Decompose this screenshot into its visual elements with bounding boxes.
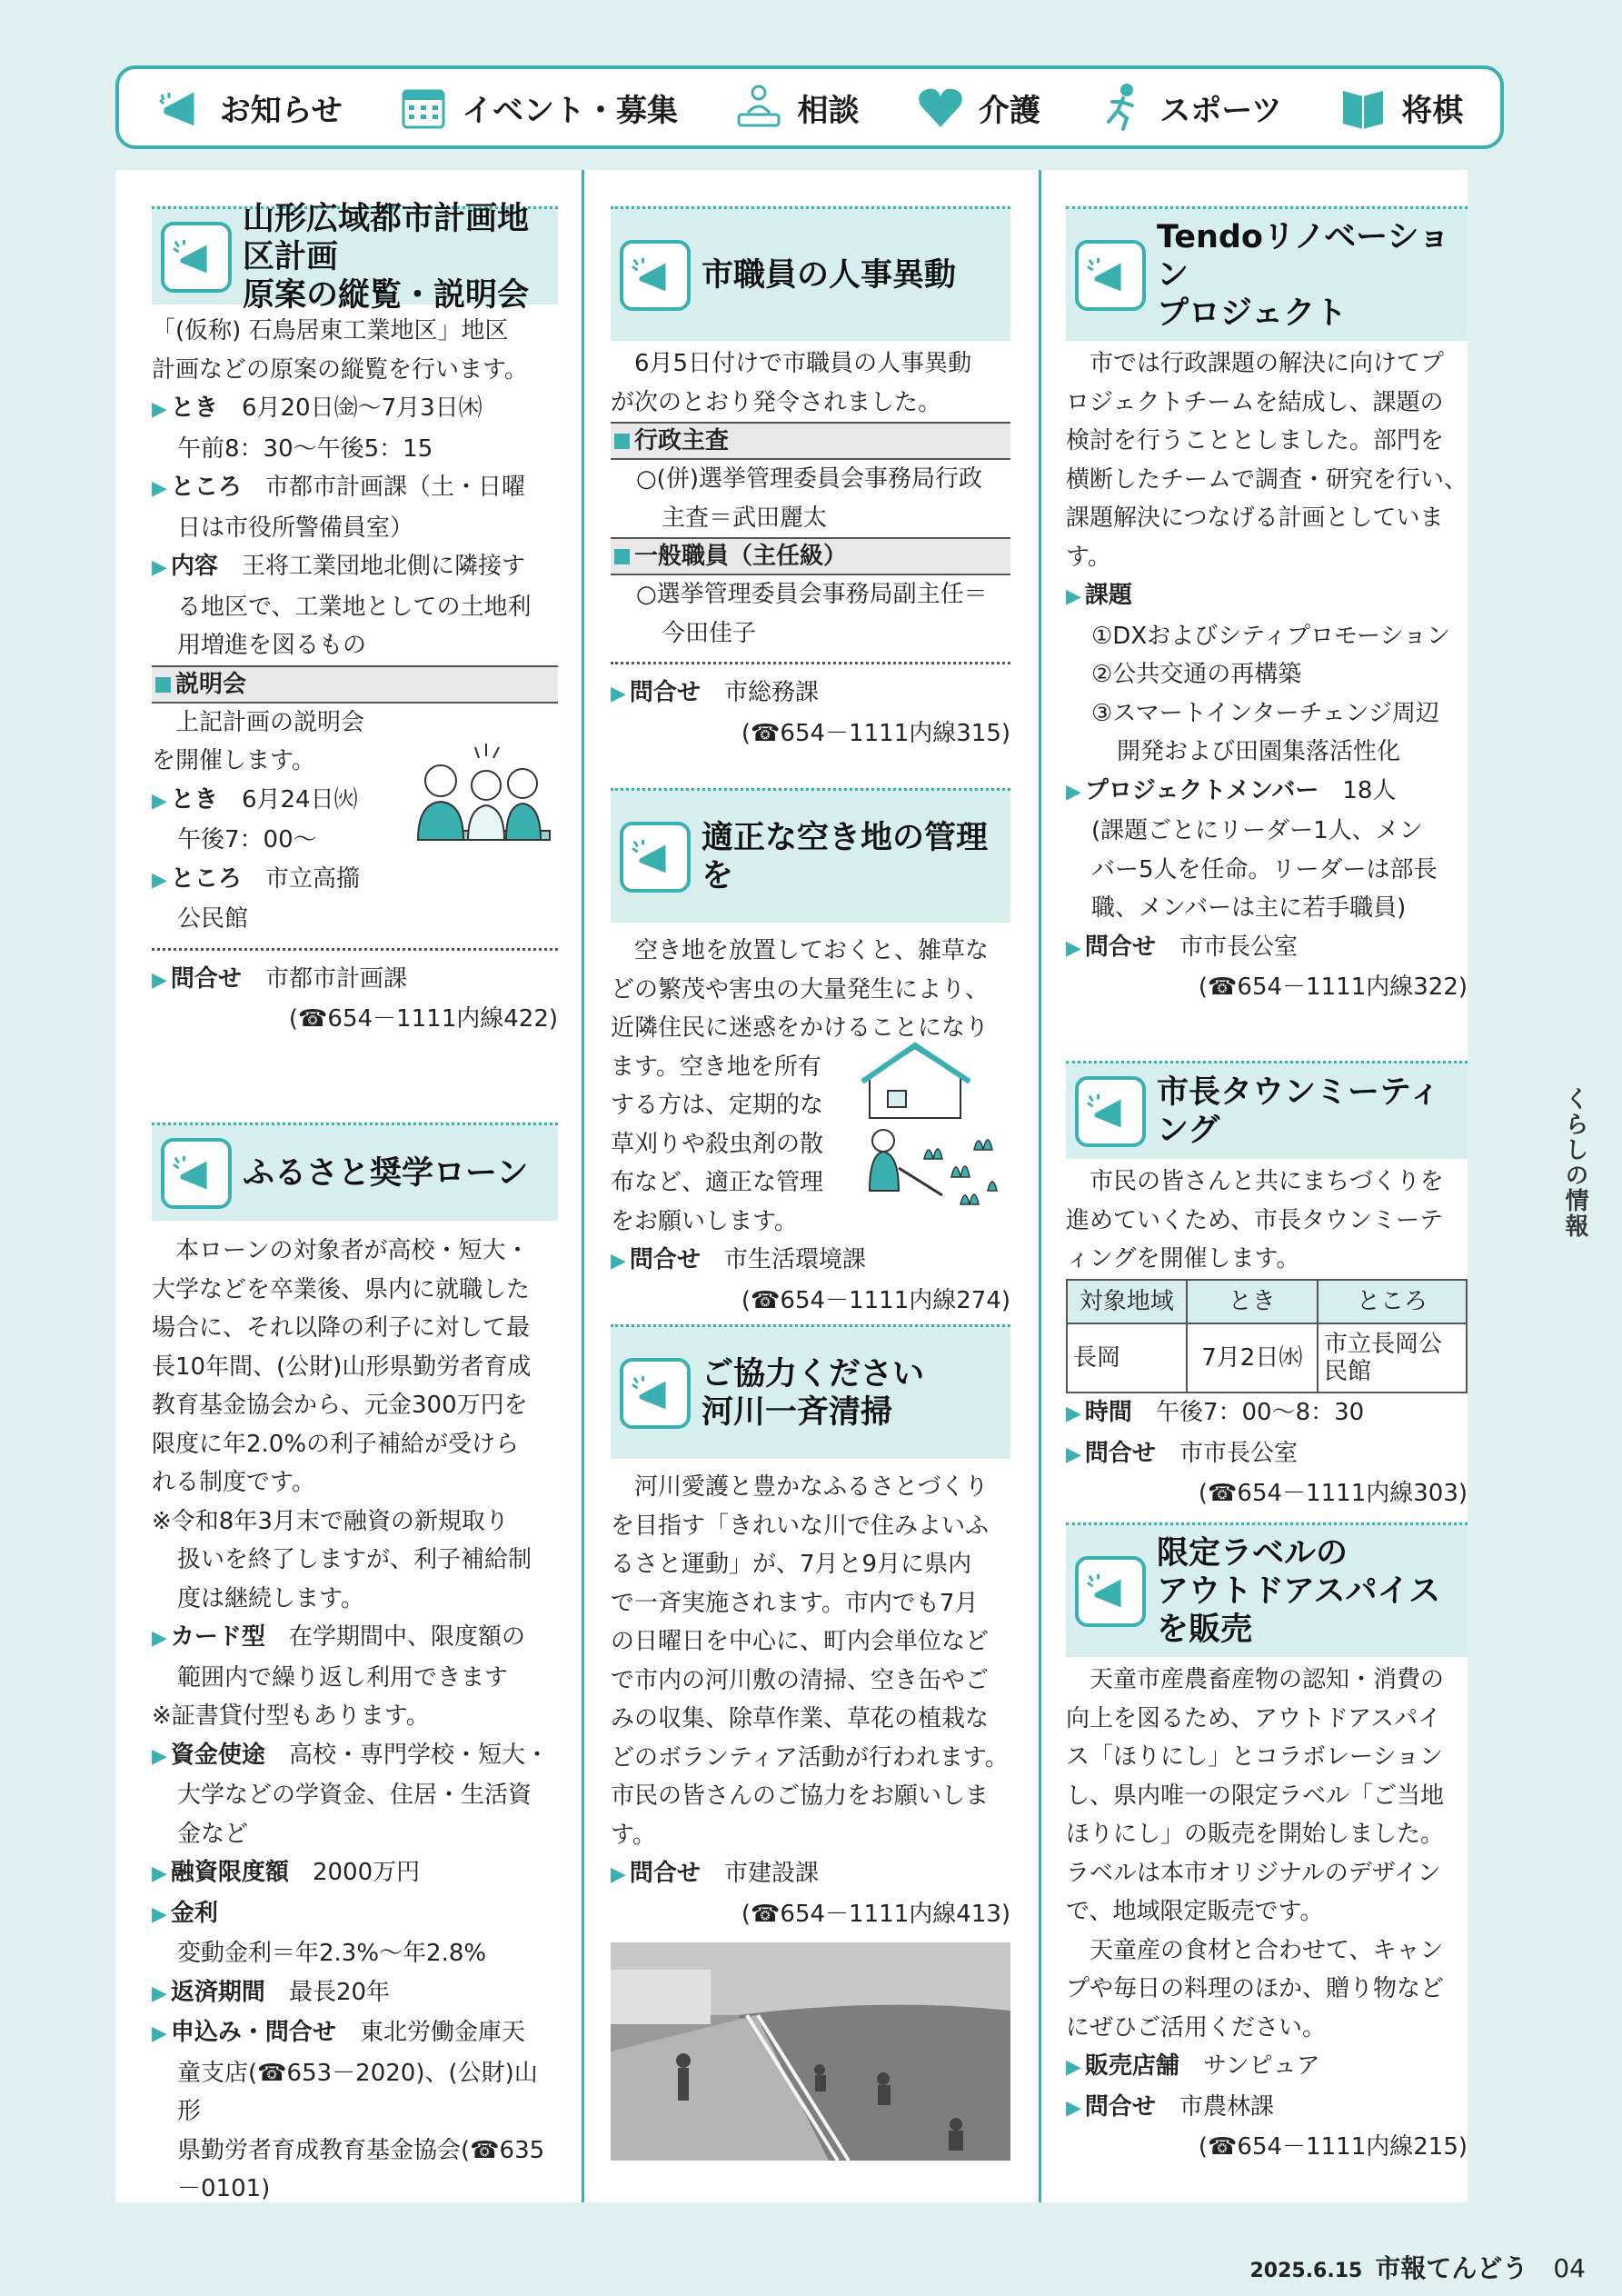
text-line: ○選挙管理委員会事務局副主任＝ [636, 581, 988, 608]
text-line: で一斉実施されます。市内でも7月 [611, 1589, 979, 1617]
arrow-icon: ▶ [152, 1902, 167, 1926]
value: 市都市計画課（土・日曜 [264, 474, 525, 501]
value: 県勤労者育成教育基金協会(☎635 [177, 2136, 545, 2164]
value: 公民館 [177, 905, 249, 933]
text-line: どの繁茂や害虫の大量発生により、 [611, 975, 990, 1003]
article-body [611, 344, 1010, 753]
label: 問合せ [629, 1860, 701, 1887]
article-body [611, 1468, 1010, 2161]
phone-number: (☎654－1111内線274) [741, 1286, 1010, 1314]
nav-label: お知らせ [219, 92, 343, 129]
issue-date: 2025.6.15 [1249, 2260, 1363, 2282]
arrow-icon: ▶ [611, 683, 626, 705]
article-title: 限定ラベルの アウトドアスパイスを販売 [1157, 1534, 1441, 1648]
megaphone-icon [161, 222, 232, 293]
text-line: 空き地を放置しておくと、雑草な [634, 937, 990, 964]
label: ところ [170, 474, 242, 501]
label: 課題 [1084, 582, 1132, 609]
value: 東北労働金庫天 [359, 2019, 525, 2046]
value: 範囲内で繰り返し利用できます [177, 1663, 509, 1692]
value: 午前8：30〜午後5：15 [177, 434, 433, 463]
phone-number: (☎654－1111内線315) [741, 719, 1010, 747]
publication-name: 市報てんどう [1375, 2253, 1528, 2283]
value: 用増進を図るもの [177, 632, 367, 659]
text-line: 市民の皆さんと共にまちづくりを [1090, 1168, 1444, 1195]
text-line: 長10年間、(公財)山形県勤労者育成 [152, 1353, 532, 1381]
arrow-icon: ▶ [1066, 2096, 1081, 2120]
list-item: ②公共交通の再構築 [1091, 661, 1302, 688]
label: 資金使途 [170, 1741, 265, 1769]
value: 職、メンバーは主に若手職員) [1091, 894, 1407, 922]
nav-item-kaigo[interactable] [915, 82, 1040, 133]
arrow-icon: ▶ [152, 868, 167, 892]
text-line: 検討を行うこととしました。部門を [1066, 427, 1445, 454]
text-line: を目指す「きれいな川で住みよいふ [611, 1512, 990, 1540]
text-line: るさと運動」が、7月と9月に県内 [611, 1551, 972, 1578]
nav-item-soudan[interactable] [733, 82, 859, 133]
shogi-icon [1338, 82, 1388, 133]
text-line: 場合に、それ以降の利子に対して最 [152, 1314, 531, 1342]
article-header [152, 200, 558, 314]
article-body [1066, 344, 1468, 1007]
article-header [611, 1324, 1010, 1459]
text-line: どのボランティア活動が行われます。 [611, 1743, 1009, 1772]
arrow-icon: ▶ [152, 789, 167, 813]
label: 問合せ [1084, 1439, 1156, 1467]
value: 在学期間中、限度額の [288, 1623, 525, 1651]
value: 変動金利＝年2.3%〜年2.8% [177, 1940, 487, 1967]
phone-number: (☎654－1111内線322) [1198, 973, 1468, 1001]
value: 市市長公室 [1179, 933, 1298, 961]
page-number: 04 [1553, 2253, 1586, 2283]
article-town-meeting [1066, 1061, 1468, 1513]
label: とき [170, 394, 218, 422]
nav-label: 介護 [978, 92, 1040, 129]
label: 問合せ [1084, 933, 1156, 961]
calendar-icon [398, 82, 449, 133]
text-line: 向上を図るため、アウトドアスパイ [1066, 1704, 1442, 1732]
value: 大学などの学資金、住居・生活資 [177, 1782, 532, 1809]
text-line: 上記計画の説明会 [175, 708, 365, 736]
separator [152, 948, 558, 951]
value: 市生活環境課 [723, 1246, 866, 1273]
text-line: 布など、適正な管理 [611, 1169, 824, 1196]
content-panel [115, 170, 1468, 2202]
article-header [1066, 206, 1468, 341]
text-line: 近隣住民に迷惑をかけることになり [611, 1014, 990, 1042]
sub-heading: 説明会 [152, 665, 558, 704]
arrow-icon: ▶ [152, 1862, 167, 1885]
table-cell: 市立長岡公民館 [1318, 1323, 1467, 1393]
text-line: の日曜日を中心に、町内会単位など [611, 1628, 990, 1655]
megaphone-icon [161, 1138, 232, 1209]
table-cell: 7月2日㈬ [1187, 1323, 1318, 1393]
text-line: で市内の河川敷の清掃、空き缶やご [611, 1666, 990, 1694]
text-line: みの収集、除草作業、草花の植栽な [611, 1705, 990, 1732]
article-body [1066, 1163, 1468, 1513]
article-akichi [611, 788, 1010, 1320]
value: バー5人を任命。リーダーは部長 [1091, 855, 1438, 883]
text-line: ロジェクトチームを結成し、課題の [1066, 388, 1444, 416]
text-line: 6月5日付けで市職員の人事異動 [634, 350, 972, 377]
text-line: ス「ほりにし」とコラボレーション [1066, 1743, 1443, 1771]
text-line: ラベルは本市オリジナルのデザイン [1066, 1859, 1441, 1887]
article-header [1066, 1522, 1468, 1657]
megaphone-icon [620, 822, 691, 893]
sub-heading: 一般職員（主任級） [611, 537, 1010, 575]
article-header [611, 788, 1010, 923]
article-title: 市長タウンミーティング [1157, 1073, 1441, 1149]
value: 市建設課 [723, 1860, 819, 1887]
meeting-illustration [404, 740, 554, 858]
article-header [611, 206, 1010, 341]
arrow-icon: ▶ [152, 398, 167, 421]
arrow-icon: ▶ [152, 1744, 167, 1768]
text-line: し、県内唯一の限定ラベル「ご当地 [1066, 1782, 1445, 1810]
text-line: 課題解決につなげる計画としていま [1066, 504, 1444, 532]
text-line: 市民の皆さんのご協力をお願いしま [611, 1782, 990, 1810]
article-title: 山形広域都市計画地区計画 原案の縦覧・説明会 [243, 200, 530, 314]
text-line: を開催します。 [152, 747, 315, 774]
label: ところ [170, 864, 242, 893]
consultation-icon [733, 82, 784, 133]
value: 市立高擶 [264, 864, 360, 893]
text-line: 「(仮称) 石鳥居東工業地区」地区 [152, 317, 509, 344]
label: 問合せ [629, 1246, 701, 1273]
list-item: ③スマートインターチェンジ周辺 [1091, 699, 1440, 727]
text-line: ます。空き地を所有 [611, 1053, 821, 1081]
list-item: 開発および田園集落活性化 [1117, 738, 1401, 765]
phone-number: (☎654－1111内線413) [741, 1900, 1010, 1928]
table-row [1067, 1323, 1467, 1393]
nav-label: 将棋 [1401, 92, 1464, 129]
megaphone-icon [1075, 1076, 1146, 1147]
arrow-icon: ▶ [152, 1627, 167, 1650]
label: 問合せ [629, 679, 701, 706]
river-cleanup-photo [611, 1942, 1010, 2161]
text-line: をお願いします。 [611, 1207, 798, 1235]
text-line: 主査＝武田麗太 [662, 504, 828, 532]
article-title: ご協力ください 河川一斉清掃 [702, 1355, 925, 1431]
page-footer [1249, 2249, 1586, 2285]
value: 最長20年 [288, 1978, 391, 2006]
label: 問合せ [1084, 2092, 1156, 2121]
category-nav [115, 65, 1504, 149]
label: 申込み・問合せ [170, 2019, 336, 2046]
table-header: とき [1187, 1280, 1318, 1324]
text-line: が次のとおり発令されました。 [611, 388, 942, 416]
nav-label: イベント・募集 [462, 92, 679, 129]
nav-item-event[interactable] [398, 82, 678, 133]
value: 18人 [1342, 776, 1397, 804]
arrow-icon: ▶ [1066, 1403, 1081, 1425]
article-title: 適正な空き地の管理を [702, 819, 989, 894]
text-line: 教育基金協会から、元金300万円を [152, 1392, 528, 1419]
value: 市都市計画課 [264, 964, 407, 993]
article-kasen-seisou [611, 1324, 1010, 2161]
nav-item-oshirase[interactable] [156, 82, 343, 133]
text-line: 天童産の食材と合わせて、キャン [1090, 1936, 1444, 1964]
arrow-icon: ▶ [152, 968, 167, 992]
value: 日は市役所警備員室） [177, 514, 414, 542]
label: とき [170, 785, 218, 814]
value: 市市長公室 [1179, 1439, 1298, 1467]
value: 金など [177, 1820, 249, 1848]
nav-label: スポーツ [1159, 92, 1282, 129]
note: ※証書貸付型もあります。 [152, 1702, 430, 1730]
section-label: くらしの情報 [1561, 1086, 1588, 1239]
article-renovation [1066, 206, 1468, 1007]
text-line: 限度に年2.0%の利子補給が受けら [152, 1430, 520, 1458]
table-cell: 長岡 [1067, 1323, 1187, 1393]
value: サンピュア [1202, 2052, 1320, 2080]
article-title: 市職員の人事異動 [702, 256, 957, 294]
article-body [1066, 1661, 1468, 2167]
article-title: ふるさと奨学ローン [243, 1154, 529, 1192]
value: 午後7：00〜8：30 [1155, 1399, 1365, 1426]
table-header: ところ [1318, 1280, 1467, 1324]
article-jinji-ido [611, 206, 1010, 753]
heart-icon [915, 82, 966, 133]
value: (課題ごとにリーダー1人、メン [1091, 817, 1423, 844]
text-line: す。 [1066, 543, 1111, 571]
label: 販売店舗 [1084, 2052, 1179, 2080]
value: 王将工業団地北側に隣接す [241, 553, 525, 580]
value: 市総務課 [723, 679, 819, 706]
label: カード型 [170, 1623, 265, 1651]
value: 童支店(☎653－2020)、(公財)山形 [177, 2059, 538, 2125]
text-line: ○(併)選挙管理委員会事務局行政 [636, 465, 982, 493]
megaphone-icon [156, 82, 207, 133]
phone-number: (☎654－1111内線422) [288, 1005, 558, 1033]
article-chiku-keikaku [152, 200, 558, 1039]
value: 高校・専門学校・短大・ [288, 1741, 549, 1769]
note: 度は継続します。 [177, 1584, 364, 1612]
arrow-icon: ▶ [152, 1982, 167, 2005]
article-body [611, 932, 1010, 1320]
article-header [152, 1123, 558, 1221]
value: 6月24日㈫ [241, 785, 358, 814]
note: ※令和8年3月末で融資の新規取り [152, 1507, 509, 1535]
text-line: す。 [611, 1821, 656, 1849]
arrow-icon: ▶ [1066, 936, 1081, 960]
label: 時間 [1084, 1399, 1132, 1426]
nav-item-sports[interactable] [1096, 82, 1282, 133]
nav-item-shogi[interactable] [1338, 82, 1463, 133]
column-divider [1039, 170, 1041, 2202]
separator [611, 662, 1010, 664]
value: る地区で、工業地としての土地利 [177, 593, 532, 621]
text-line: 河川愛護と豊かなふるさとづくり [634, 1473, 989, 1501]
value: －0101) [177, 2175, 271, 2202]
text-line: で、地域限定販売です。 [1066, 1898, 1324, 1925]
arrow-icon: ▶ [1066, 585, 1081, 608]
note: 扱いを終了しますが、利子補給制 [177, 1546, 532, 1573]
megaphone-icon [620, 1358, 691, 1429]
text-line: 今田佳子 [662, 619, 757, 647]
article-furusato-loan [152, 1123, 558, 2209]
value: 市農林課 [1179, 2092, 1274, 2121]
text-line: にぜひご活用ください。 [1066, 2013, 1327, 2041]
text-line: 横断したチームで調査・研究を行い、 [1066, 465, 1468, 494]
text-line: ほりにし」の販売を開始しました。 [1066, 1821, 1445, 1848]
megaphone-icon [620, 240, 691, 311]
value: 6月20日㈮〜7月3日㈭ [241, 394, 483, 422]
list-item: ①DXおよびシティプロモーション [1091, 622, 1450, 650]
mowing-illustration [842, 1041, 1006, 1213]
text-line: 大学などを卒業後、県内に就職した [152, 1275, 531, 1303]
text-line: 計画などの原案の縦覧を行います。 [152, 355, 528, 384]
text-line: する方は、定期的な [611, 1092, 824, 1119]
label: 問合せ [170, 964, 242, 993]
column-divider [582, 170, 584, 2202]
text-line: 天童市産農畜産物の認知・消費の [1090, 1666, 1445, 1693]
nav-label: 相談 [797, 92, 860, 129]
text-line: ィングを開催します。 [1066, 1245, 1300, 1273]
phone-number: (☎654－1111内線303) [1198, 1480, 1468, 1507]
running-icon [1096, 82, 1147, 133]
value: 2000万円 [312, 1859, 421, 1886]
label: 内容 [170, 553, 218, 580]
text-line: 進めていくため、市長タウンミーテ [1066, 1206, 1443, 1234]
label: 金利 [170, 1899, 218, 1927]
arrow-icon: ▶ [152, 2022, 167, 2045]
arrow-icon: ▶ [611, 1863, 626, 1886]
article-title: Tendoリノベーション プロジェクト [1157, 218, 1450, 332]
arrow-icon: ▶ [1066, 1442, 1081, 1466]
sub-heading: 行政主査 [611, 422, 1010, 460]
arrow-icon: ▶ [1066, 780, 1081, 804]
arrow-icon: ▶ [611, 1250, 626, 1273]
label: プロジェクトメンバー [1084, 776, 1319, 804]
article-body [152, 312, 558, 1039]
article-header [1066, 1061, 1468, 1159]
megaphone-icon [1075, 240, 1146, 311]
text-line: プや毎日の料理のほか、贈り物など [1066, 1975, 1445, 2002]
value: 午後7：00〜 [177, 826, 317, 854]
arrow-icon: ▶ [152, 477, 167, 500]
article-outdoor-spice [1066, 1522, 1468, 2167]
text-line: 市では行政課題の解決に向けてプ [1090, 350, 1445, 377]
text-line: 本ローンの対象者が高校・短大・ [175, 1237, 530, 1264]
text-line: 草刈りや殺虫剤の散 [611, 1130, 824, 1158]
arrow-icon: ▶ [1066, 2056, 1081, 2079]
text-line: れる制度です。 [152, 1469, 315, 1496]
meeting-table [1066, 1279, 1468, 1394]
label: 返済期間 [170, 1978, 265, 2006]
megaphone-icon [1075, 1556, 1146, 1627]
table-header: 対象地域 [1067, 1280, 1187, 1324]
arrow-icon: ▶ [152, 556, 167, 579]
article-body [152, 1232, 558, 2209]
phone-number: (☎654－1111内線215) [1198, 2133, 1468, 2161]
label: 融資限度額 [170, 1859, 289, 1886]
